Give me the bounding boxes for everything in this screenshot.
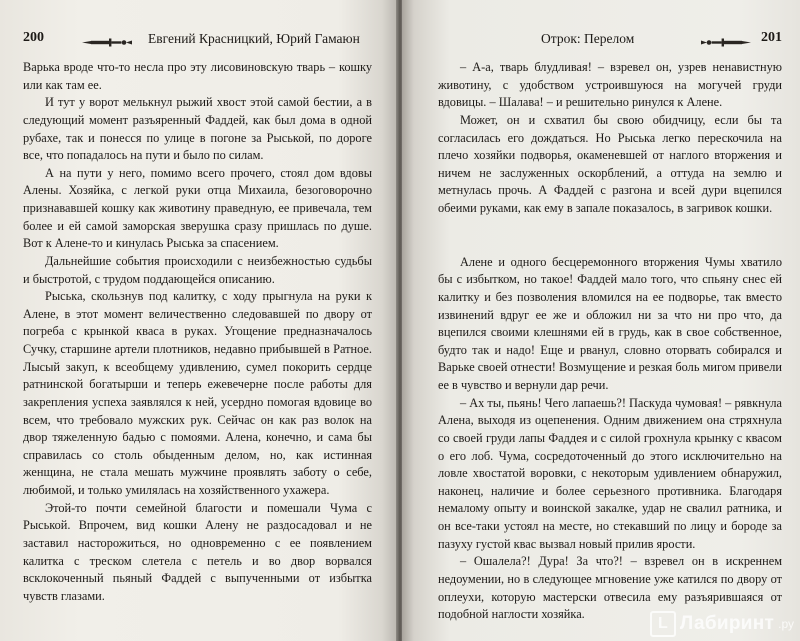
right-page: [402, 0, 800, 641]
paragraph: Алене и одного бесцеремонного вторжения Чумы хватило бы с избытком, но такое! Фаддей мало того, что спьяну снес ей калитку и без позволения вломился на ее подворье, так вместо извинений вдруг ее же и обложил ни за что ни про что, да вцепился своими клешнями ей в грудь, как в свое собственное, будто так и надо! Еще и рванул, словно оторвать собирался и Варьке своей отнести! Возмущение и резкая боль мигом привели ее в чувство и вернули дар речи.: [438, 254, 782, 392]
left-page: [0, 0, 398, 641]
paragraph: – Ошалела?! Дура! За что?! – взревел он в искреннем недоумении, но в следующее мгновение уже катился по двору от оплеухи, которую мастерски отвесила ему разъярившаяся от подобной наглости хозяйка.: [438, 554, 782, 622]
paragraph: Может, он и схватил бы свою обидчицу, если бы та согласилась его дождаться. Но Рыська легко перескочила на плечо хозяйки подворья, окаменевшей от наглого вторжения и ничем не заслуженных оскорблений, а оттуда на землю и метнулась прочь. А Фаддей с разгона и всей дури вцепился обеими руками, как ему в запале показалось, в загривок кошки.: [438, 112, 782, 215]
dagger-ornament-icon: [81, 35, 133, 51]
right-page-body: [438, 59, 782, 624]
watermark-name: Лабиринт: [679, 613, 775, 634]
paragraph: Этой-то почти семейной благости и помешали Чума с Рыськой. Впрочем, вид кошки Алену не раздосадовал и не заставил насторожиться, но одновременно с ее появлением калитка с треском слетела с петель и во двор ворвался всклокоченный пьяный Фаддей с выпученными от избытка чувств глазами.: [23, 500, 372, 603]
paragraph: Дальнейшие события происходили с неизбежностью судьбы и быстротой, с трудом поддающейся описанию.: [23, 253, 372, 286]
paragraph: И тут у ворот мелькнул рыжий хвост этой самой бестии, а в следующий момент разъяренный Фаддей, как был дома в одной рубахе, так и понесся по улице в погоне за Рыськой, по дороге все, что попадалось на пути и было по силам.: [23, 95, 372, 163]
right-running-header: [438, 30, 782, 52]
paragraph: Рыська, скользнув под калитку, с ходу прыгнула на руки к Алене, в этот момент величественно следовавшей по двору от погреба с крынкой кваса в руках. Угощение предназначалось Сучку, старшине артели плотников, недавно прибывшей в Ратное. Лысый закуп, к всеобщему удивлению, сумел покорить сердце ратнинской богатырши и теперь ежевечерне после работы для закрепления успеха заявлялся к ней, усердно помогая вдовице во всем, что требовало мужских рук. Сейчас он как раз волок на двор тяжеленную бадью с помоями. Алена, конечно, и сама бы справилась со столь обыденным делом, но, как истинная женщина, не стала мешать мужчине проявлять заботу о себе, любимой, и только умилялась на хозяйственного ухажера.: [23, 289, 372, 497]
right-running-head: Отрок: Перелом: [541, 31, 635, 46]
dagger-ornament-icon: [700, 35, 752, 51]
labirint-watermark: [650, 611, 794, 637]
paragraph: – Ах ты, пьянь! Чего лапаешь?! Паскуда чумовая! – рявкнула Алена, выходя из оцепенения. Одним движением она стряхнула со своей груди лапы Фаддея и с силой грохнула крынку с квасом о его лоб. Чума, сосредоточенный до этого исключительно на ловле хвостатой воровки, с некоторым удивлением обнаружил, наконец, наличие и более серьезного противника. Благодаря немалому опыту и воинской закалке, удар не свалил ратника, и он все-таки устоял на месте, но стекавший по лицу и бороде за пазуху густой квас вызвал новый прилив ярости.: [438, 395, 782, 551]
left-page-number: 200: [23, 30, 44, 45]
paragraph: – А-а, тварь блудливая! – взревел он, узрев ненавистную животину, с удобством устроившуюся на могучей груди вдовицы. – Шалава! – и решительно ринулся к Алене.: [438, 60, 782, 110]
watermark-tld: .ру: [778, 617, 794, 631]
paragraph: Варька вроде что-то несла про эту лисовиновскую тварь – кошку или как там ее.: [23, 60, 372, 92]
left-running-header: [23, 30, 372, 52]
left-page-body: [23, 59, 372, 605]
labirint-logo-icon: L: [650, 611, 676, 637]
left-running-head: Евгений Красницкий, Юрий Гамаюн: [148, 31, 360, 46]
right-page-number: 201: [761, 30, 782, 45]
paragraph: А на пути у него, помимо всего прочего, стоял дом вдовы Алены. Хозяйка, с легкой руки отца Михаила, безоговорочно признававшей кошку как животину праведную, ее привечала, тем более и ей самой заморская зверушка сразу пришлась по душе. Вот к Алене-то и кинулась Рыська за спасением.: [23, 165, 372, 251]
